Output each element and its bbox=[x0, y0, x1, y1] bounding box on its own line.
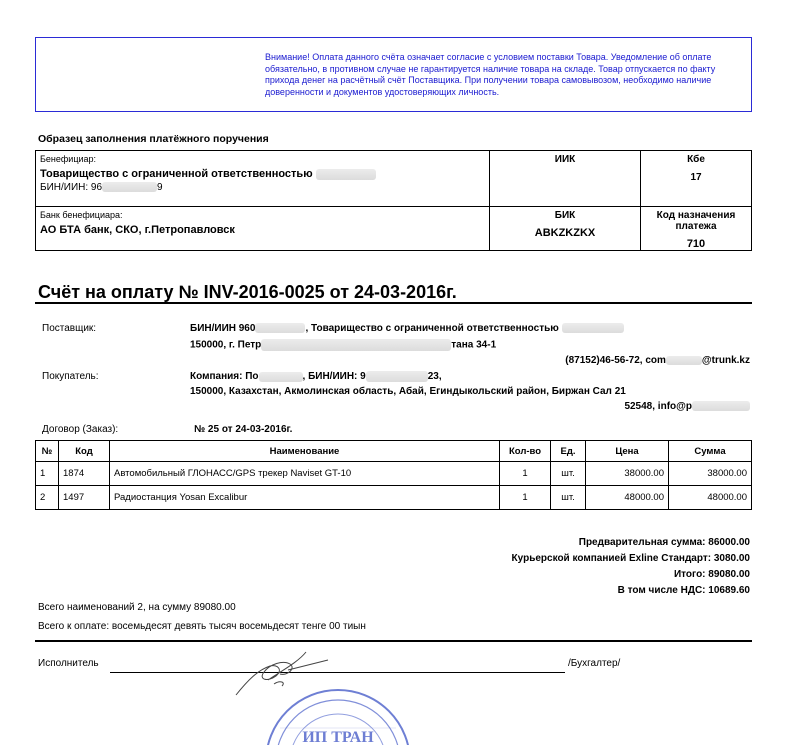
executor-label: Исполнитель bbox=[38, 658, 99, 669]
items-table bbox=[35, 440, 752, 510]
bank-label: Банк бенефициара: bbox=[40, 210, 123, 220]
contract-value: № 25 от 24-03-2016г. bbox=[194, 424, 293, 435]
iik-label: ИИК bbox=[554, 154, 576, 165]
grand-total: Итого: 89080.00 bbox=[673, 569, 750, 580]
contract-label: Договор (Заказ): bbox=[42, 424, 119, 435]
redaction-mark bbox=[366, 371, 428, 382]
row-sum: 48000.00 bbox=[669, 486, 752, 510]
invoice-title: Счёт на оплату № INV-2016-0025 от 24-03-2016г. bbox=[38, 282, 457, 302]
beneficiary-cell bbox=[36, 151, 490, 207]
payment-code-cell bbox=[641, 207, 752, 251]
beneficiary-label: Бенефициар: bbox=[40, 154, 97, 164]
col-qty: Кол-во bbox=[500, 441, 551, 462]
bank-cell bbox=[36, 207, 490, 251]
notice-box bbox=[35, 37, 752, 112]
redaction-mark bbox=[102, 182, 157, 192]
col-price: Цена bbox=[586, 441, 669, 462]
bank-details-table bbox=[35, 150, 752, 251]
amount-in-words: Всего к оплате: восемьдесят девять тысяч восемьдесят тенге 00 тиын bbox=[38, 621, 366, 632]
supplier-contacts: (87152)46-56-72, com @trunk.kz bbox=[565, 355, 750, 366]
kbe-value: 17 bbox=[690, 172, 702, 183]
courier-total: Курьерской компанией Exline Стандарт: 3080.00 bbox=[511, 553, 750, 564]
col-name: Наименование bbox=[110, 441, 500, 462]
redaction-mark bbox=[562, 323, 624, 333]
title-underline bbox=[35, 302, 752, 304]
redaction-mark bbox=[666, 356, 702, 365]
row-code: 1497 bbox=[59, 486, 110, 510]
row-number: 2 bbox=[36, 486, 59, 510]
bik-value: ABKZKZKX bbox=[534, 227, 596, 239]
bik-label: БИК bbox=[554, 210, 576, 221]
row-unit: шт. bbox=[551, 486, 586, 510]
notice-text: Внимание! Оплата данного счёта означает согласие с условием поставки Товара. Уведомление об оплате обязательно, в противном случае не гарантируется наличие товара на складе. Товар отпускается по факту прихода денег на расчётный счёт Поставщика. При получении товара самовывозом, необходимо наличие доверенности и документов удостоверяющих личность. bbox=[265, 52, 716, 97]
table-row bbox=[36, 486, 752, 510]
redaction-mark bbox=[255, 323, 305, 333]
iik-cell bbox=[490, 151, 641, 207]
row-name: Радиостанция Yosan Excalibur bbox=[110, 486, 500, 510]
kbe-cell bbox=[641, 151, 752, 207]
supplier-label: Поставщик: bbox=[42, 323, 97, 334]
col-sum: Сумма bbox=[669, 441, 752, 462]
table-row bbox=[36, 462, 752, 486]
redaction-mark bbox=[261, 339, 451, 351]
buyer-line1: Компания: По , БИН/ИИН: 9 23, bbox=[190, 371, 442, 383]
payment-code-label: Код назначения платежа bbox=[656, 210, 736, 232]
beneficiary-name: Товарищество с ограниченной ответственностью bbox=[36, 164, 489, 180]
row-number: 1 bbox=[36, 462, 59, 486]
row-name: Автомобильный ГЛОНАСС/GPS трекер Naviset GT-10 bbox=[110, 462, 500, 486]
company-stamp bbox=[258, 684, 418, 745]
row-code: 1874 bbox=[59, 462, 110, 486]
kbe-label: Кбе bbox=[687, 154, 705, 165]
redaction-mark bbox=[259, 372, 303, 382]
accountant-label: /Бухгалтер/ bbox=[568, 658, 621, 669]
buyer-line2: 150000, Казахстан, Акмолинская область, Абай, Егиндыкольский район, Биржан Сал 21 bbox=[190, 386, 626, 397]
supplier-line2: 150000, г. Петр тана 34-1 bbox=[190, 339, 497, 351]
stamp-text: ИП ТРАН bbox=[302, 729, 374, 745]
items-header-row bbox=[36, 441, 752, 462]
buyer-label: Покупатель: bbox=[42, 371, 99, 382]
vat-total: В том числе НДС: 10689.60 bbox=[617, 585, 750, 596]
buyer-line3: 52548, info@p bbox=[624, 401, 750, 412]
row-qty: 1 bbox=[500, 462, 551, 486]
items-count-summary: Всего наименований 2, на сумму 89080.00 bbox=[38, 602, 236, 613]
row-price: 48000.00 bbox=[586, 486, 669, 510]
beneficiary-bin: БИН/ИИН: 96 9 bbox=[40, 182, 163, 193]
redaction-mark bbox=[692, 401, 750, 411]
col-unit: Ед. bbox=[551, 441, 586, 462]
redaction-mark bbox=[316, 169, 376, 180]
row-sum: 38000.00 bbox=[669, 462, 752, 486]
row-qty: 1 bbox=[500, 486, 551, 510]
bik-cell bbox=[490, 207, 641, 251]
col-code: Код bbox=[59, 441, 110, 462]
summary-separator bbox=[35, 640, 752, 642]
bank-name: АО БТА банк, СКО, г.Петропавловск bbox=[40, 224, 235, 236]
row-price: 38000.00 bbox=[586, 462, 669, 486]
payment-code-value: 710 bbox=[686, 238, 706, 250]
prelim-total: Предварительная сумма: 86000.00 bbox=[578, 537, 750, 548]
row-unit: шт. bbox=[551, 462, 586, 486]
supplier-line1: БИН/ИИН 960 , Товарищество с ограниченной ответственностью bbox=[190, 323, 624, 334]
payment-sample-title: Образец заполнения платёжного поручения bbox=[38, 133, 269, 145]
col-number: № bbox=[36, 441, 59, 462]
